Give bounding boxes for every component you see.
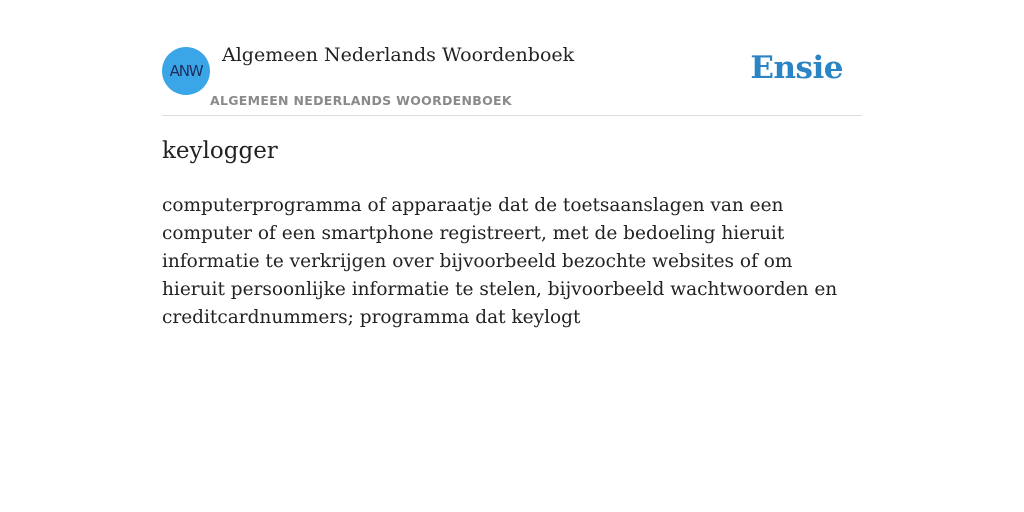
ensie-brand-logo[interactable]: Ensie xyxy=(750,50,843,86)
logo-text: ANW xyxy=(169,62,203,80)
anw-logo[interactable] xyxy=(162,47,210,95)
definition-text: computerprogramma of apparaatje dat de toetsaanslagen van een computer of een smartphone registreert, met de bedoeling hieruit informatie te verkrijgen over bijvoorbeeld bezochte websites of om hieruit persoonlijke informatie te stelen, bijvoorbeeld wachtwoorden en creditcardnummers; programma dat keylogt xyxy=(162,195,838,328)
source-subtitle: ALGEMEEN NEDERLANDS WOORDENBOEK xyxy=(210,93,512,108)
source-header xyxy=(162,0,862,116)
headword: keylogger xyxy=(162,138,278,164)
page-container xyxy=(162,0,862,328)
source-title[interactable]: Algemeen Nederlands Woordenboek xyxy=(222,44,575,66)
